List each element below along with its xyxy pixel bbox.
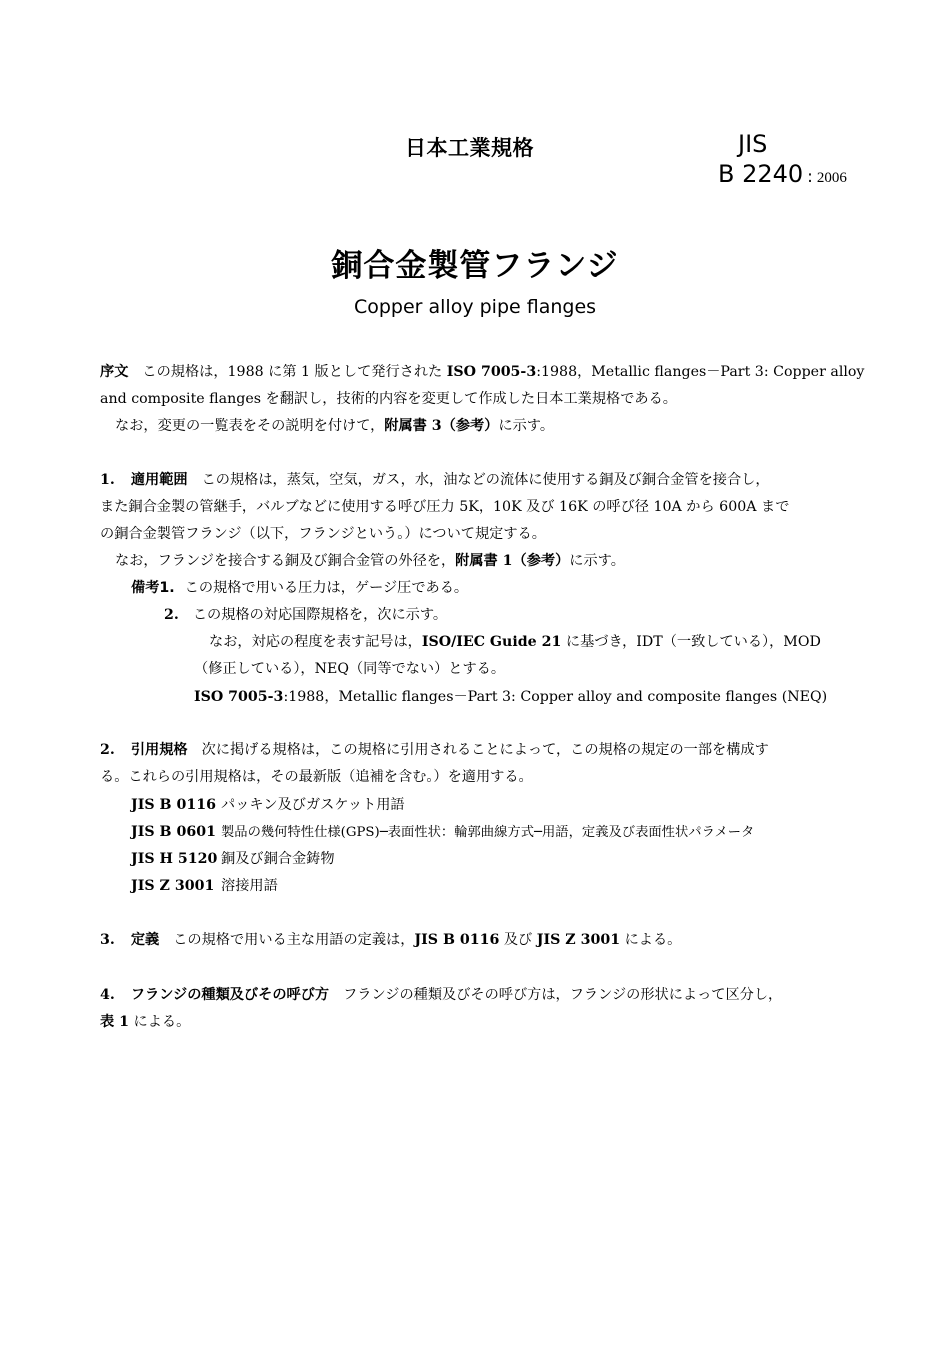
preface-text-1a: この規格は，1988 に第 1 版として発行された <box>142 364 447 380</box>
intl-standard-ref <box>194 684 827 711</box>
section1-text-4b: に示す。 <box>569 553 625 569</box>
jis-code-separator: : <box>807 167 813 187</box>
section4-text-1: フランジの種類及びその呼び方は，フランジの形状によって区分し， <box>343 987 783 1003</box>
remark-2-text: この規格の対応国際規格を，次に示す。 <box>192 607 448 623</box>
normative-ref-title: 溶接用語 <box>221 878 278 894</box>
title-english: Copper alloy pipe flanges <box>353 296 597 318</box>
section4-ref-table1: 表 1 <box>100 1014 129 1030</box>
remark-2-ref-guide21: ISO/IEC Guide 21 <box>421 634 562 650</box>
remark-2-number: 2. <box>164 607 179 623</box>
normative-ref-3 <box>131 846 335 873</box>
section4-heading: フランジの種類及びその呼び方 <box>130 987 330 1003</box>
section4-line-2 <box>100 1009 190 1036</box>
section2-text-1: 次に掲げる規格は，この規格に引用されることによって，この規格の規定の一部を構成す <box>201 742 769 758</box>
section3-text-a: この規格で用いる主な用語の定義は， <box>173 932 415 948</box>
section1-text-1: この規格は，蒸気，空気，ガス，水，油などの流体に使用する銅及び銅合金管を接合し， <box>201 472 770 488</box>
normative-ref-2 <box>131 819 754 846</box>
section3-line <box>100 927 681 954</box>
preface-heading: 序文 <box>100 364 129 380</box>
normative-ref-4 <box>131 873 278 900</box>
preface-line-2: and composite flanges を翻訳し，技術的内容を変更して作成した日本工業規格である。 <box>100 391 677 407</box>
remark-2-note-a: なお，対応の程度を表す記号は， <box>209 634 422 650</box>
section1-line-2: また銅合金製の管継手，バルブなどに使用する呼び圧力 5K，10K 及び 16K の呼び径 10A から 600A まで <box>100 499 790 515</box>
remark-2-note-line-1 <box>209 629 821 656</box>
section2-heading: 引用規格 <box>130 742 188 758</box>
normative-ref-title: パッキン及びガスケット用語 <box>221 797 405 813</box>
intl-standard-code: ISO 7005-3 <box>194 689 284 705</box>
jis-code-year: 2006 <box>816 170 847 186</box>
remark-1-text: この規格で用いる圧力は，ゲージ圧である。 <box>184 580 469 596</box>
section3-number: 3. <box>100 932 115 948</box>
preface-line-1 <box>100 359 864 386</box>
intl-standard-title: :1988，Metallic flanges－Part 3: Copper alloy and composite flanges (NEQ) <box>283 689 828 705</box>
section2-line-2: る。これらの引用規格は，その最新版（追補を含む。）を適用する。 <box>100 769 533 785</box>
jis-code <box>718 160 847 188</box>
section1-line-3: の銅合金製管フランジ（以下，フランジという。）について規定する。 <box>100 526 546 542</box>
preface-ref-iso: ISO 7005-3 <box>446 364 537 380</box>
section2-line-1 <box>100 737 769 764</box>
section3-text-b: 及び <box>499 932 537 948</box>
section4-number: 4. <box>100 987 115 1003</box>
jis-code-number: B 2240 <box>718 160 804 188</box>
preface-ref-annex3: 附属書 3（参考） <box>384 418 499 434</box>
section4-line-1 <box>100 982 782 1009</box>
jis-label: JIS <box>738 130 768 158</box>
section3-ref-z3001: JIS Z 3001 <box>536 932 621 948</box>
normative-ref-code: JIS Z 3001 <box>131 878 215 894</box>
section1-ref-annex1: 附属書 1（参考） <box>455 553 570 569</box>
preface-text-3a: なお，変更の一覧表をその説明を付けて， <box>115 418 385 434</box>
section1-line-4 <box>115 548 625 575</box>
remark-2-note-b: に基づき，IDT（一致している），MOD <box>561 634 821 650</box>
normative-ref-title: 製品の幾何特性仕様(GPS)─表面性状：輪郭曲線方式─用語，定義及び表面性状パラメータ <box>221 825 755 840</box>
normative-ref-code: JIS B 0601 <box>131 824 216 840</box>
section1-heading: 適用範囲 <box>130 472 188 488</box>
remark-2-note-line-2: （修正している），NEQ（同等でない）とする。 <box>194 661 506 677</box>
section3-ref-b0116: JIS B 0116 <box>414 932 500 948</box>
remark-1 <box>131 575 468 602</box>
section2-number: 2. <box>100 742 115 758</box>
normative-ref-code: JIS H 5120 <box>131 851 218 867</box>
section1-line-1 <box>100 467 770 494</box>
section1-text-4a: なお，フランジを接合する銅及び銅合金管の外径を， <box>115 553 456 569</box>
section4-text-2: による。 <box>129 1014 191 1030</box>
normative-ref-code: JIS B 0116 <box>131 797 216 813</box>
title-japanese: 銅合金製管フランジ <box>331 248 619 284</box>
preface-text-3b: に示す。 <box>498 418 555 434</box>
section3-heading: 定義 <box>130 932 160 948</box>
section1-number: 1. <box>100 472 115 488</box>
preface-text-1b: :1988，Metallic flanges－Part 3: Copper alloy <box>536 364 865 380</box>
remark-label: 備考1. <box>131 580 175 596</box>
section3-text-c: による。 <box>620 932 682 948</box>
normative-ref-1 <box>131 792 405 819</box>
remark-2 <box>164 602 447 629</box>
normative-ref-title: 銅及び銅合金鋳物 <box>221 851 335 867</box>
preface-line-3 <box>115 413 554 440</box>
standard-name: 日本工業規格 <box>405 136 534 160</box>
